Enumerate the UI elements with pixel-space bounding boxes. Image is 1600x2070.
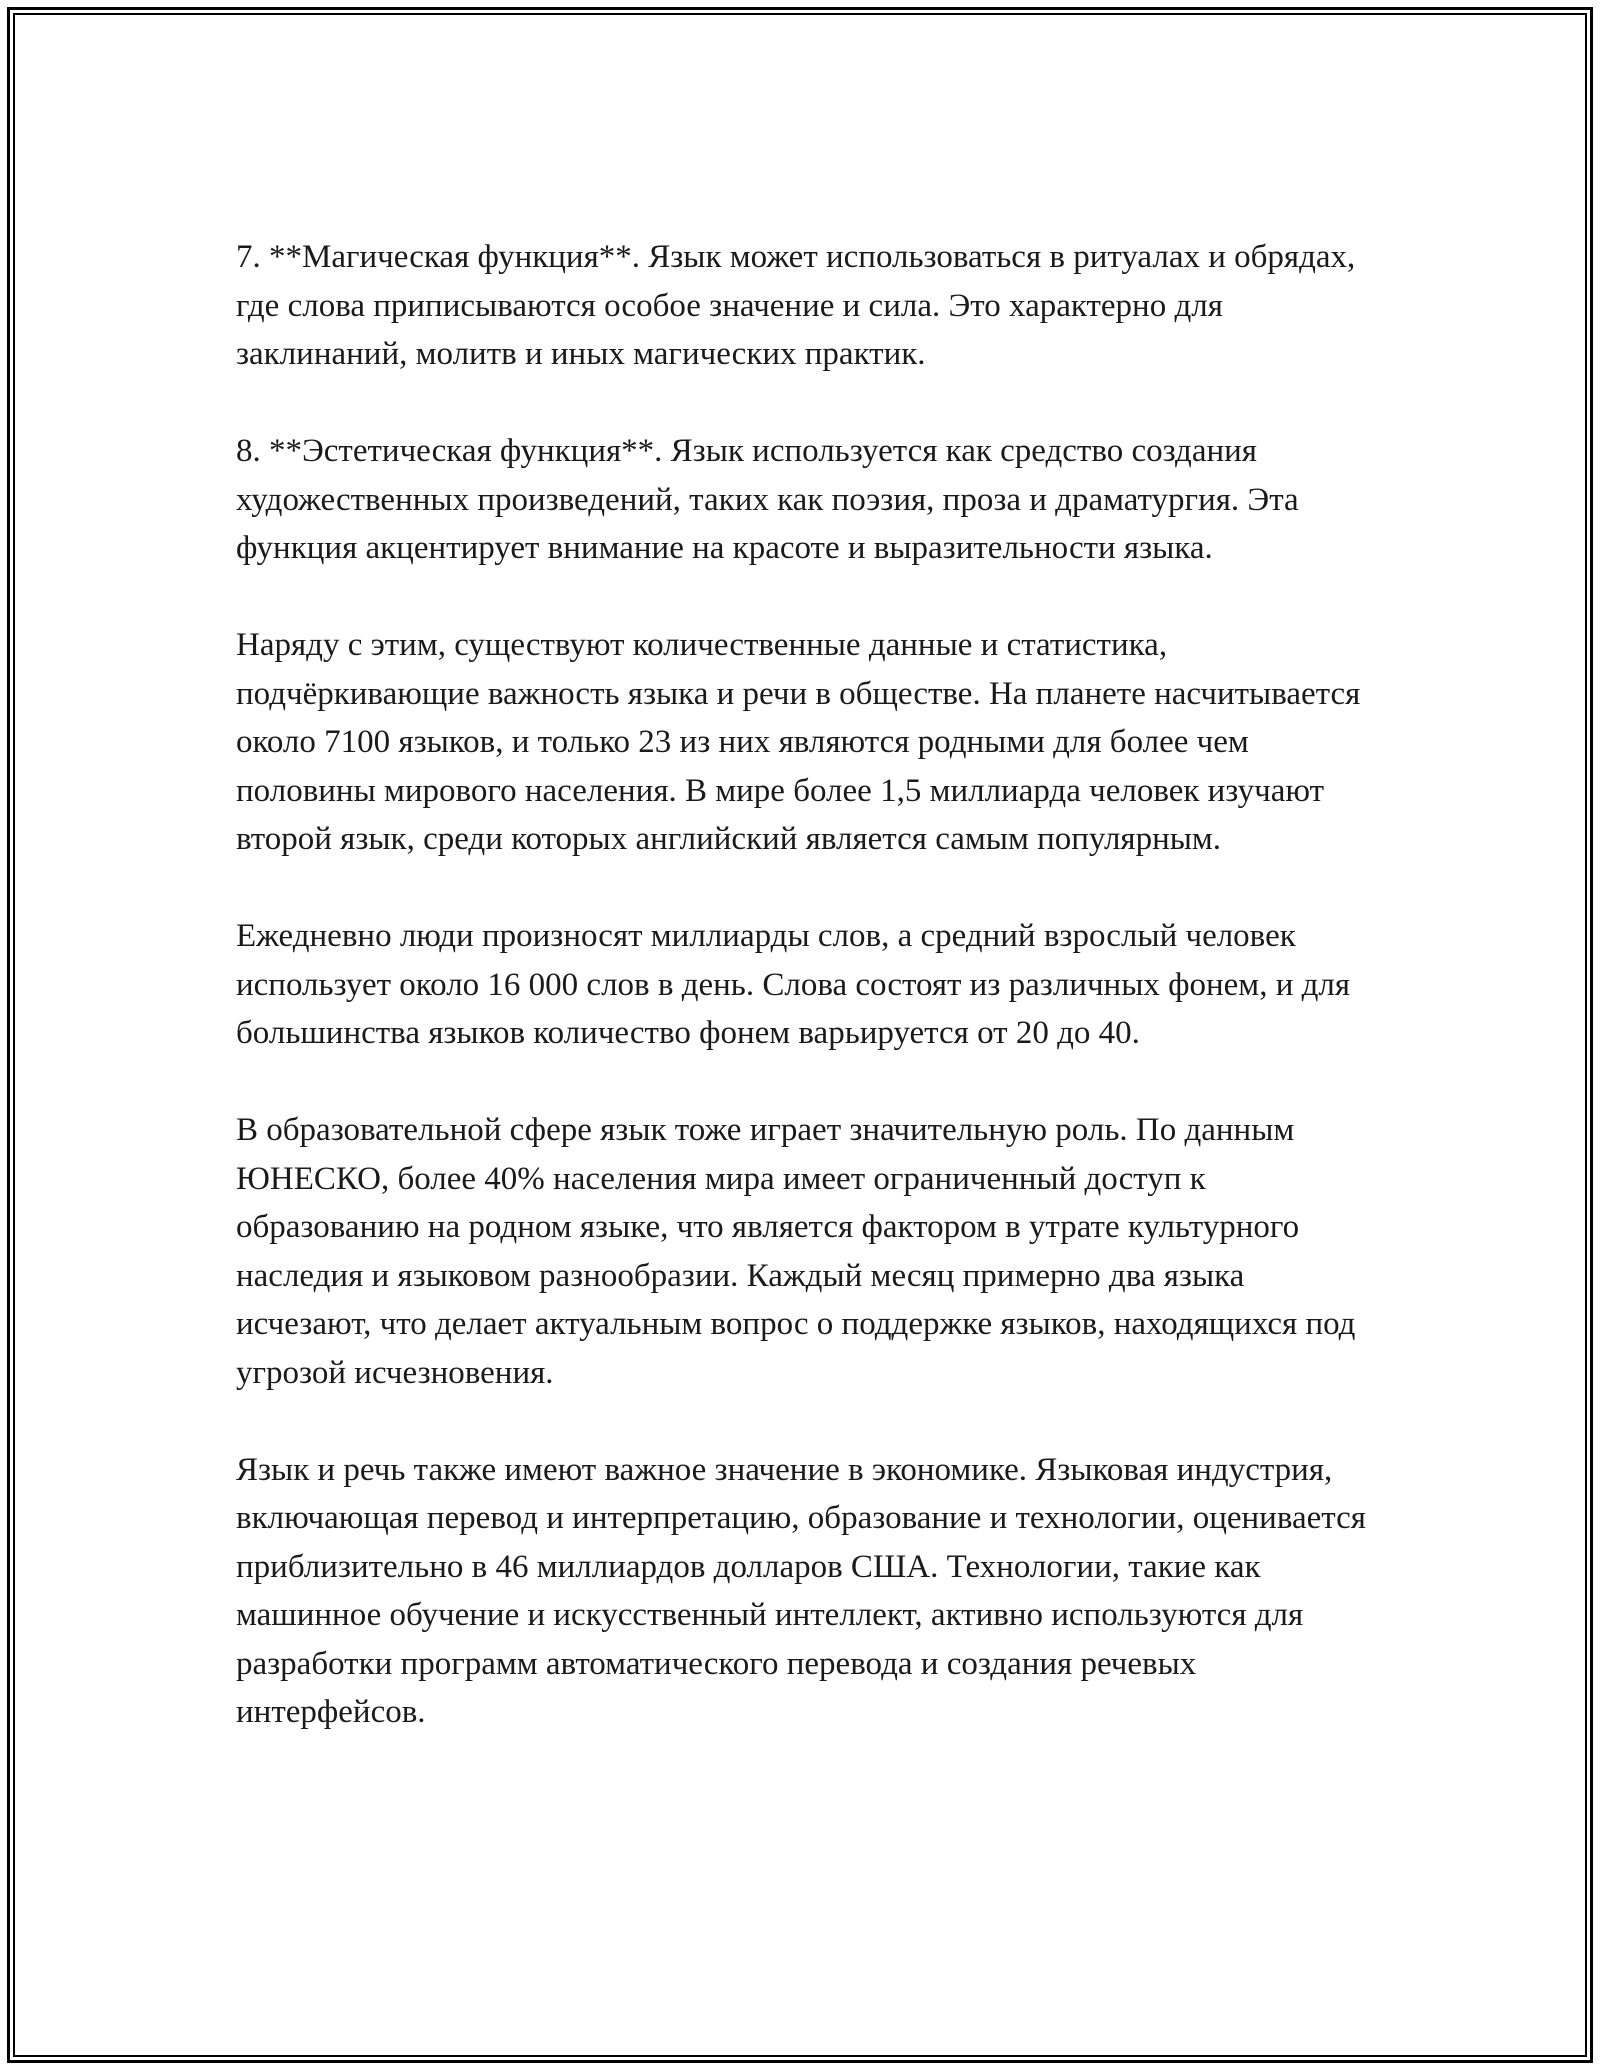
paragraph-magic-function: 7. **Магическая функция**. Язык может использоваться в ритуалах и обрядах, где слова приписываются особое значение и сила. Это характерно для заклинаний, молитв и иных магических практик. — [236, 239, 1356, 372]
paragraph-education: В образовательной сфере язык тоже играет значительную роль. По данным ЮНЕСКО, более 40% населения мира имеет ограниченный доступ к образованию на родном языке, что является фактором в утрате культурного наследия и языковом разнообразии. Каждый месяц примерно два языка исчезают, что делает актуальным вопрос о поддержке языков, находящихся под угрозой исчезновения. — [236, 1112, 1356, 1391]
paragraph-aesthetic-function: 8. **Эстетическая функция**. Язык используется как средство создания художественных произведений, таких как поэзия, проза и драматургия. Эта функция акцентирует внимание на красоте и выразительности языка. — [236, 433, 1299, 566]
document-body — [236, 233, 1376, 1737]
paragraph-economy: Язык и речь также имеют важное значение в экономике. Языковая индустрия, включающая перевод и интерпретацию, образование и технологии, оценивается приблизительно в 46 миллиардов долларов США. Технологии, такие как машинное обучение и искусственный интеллект, активно используются для разработки программ автоматического перевода и создания речевых интерфейсов. — [236, 1451, 1366, 1730]
paragraph-daily-words: Ежедневно люди произносят миллиарды слов, а средний взрослый человек использует около 16 000 слов в день. Слова состоят из различных фонем, и для большинства языков количество фонем варьируется от 20 до 40. — [236, 918, 1351, 1051]
paragraph-language-statistics: Наряду с этим, существуют количественные данные и статистика, подчёркивающие важность языка и речи в обществе. На планете насчитывается около 7100 языков, и только 23 из них являются родными для более чем половины мирового населения. В мире более 1,5 миллиарда человек изучают второй язык, среди которых английский является самым популярным. — [236, 627, 1361, 857]
